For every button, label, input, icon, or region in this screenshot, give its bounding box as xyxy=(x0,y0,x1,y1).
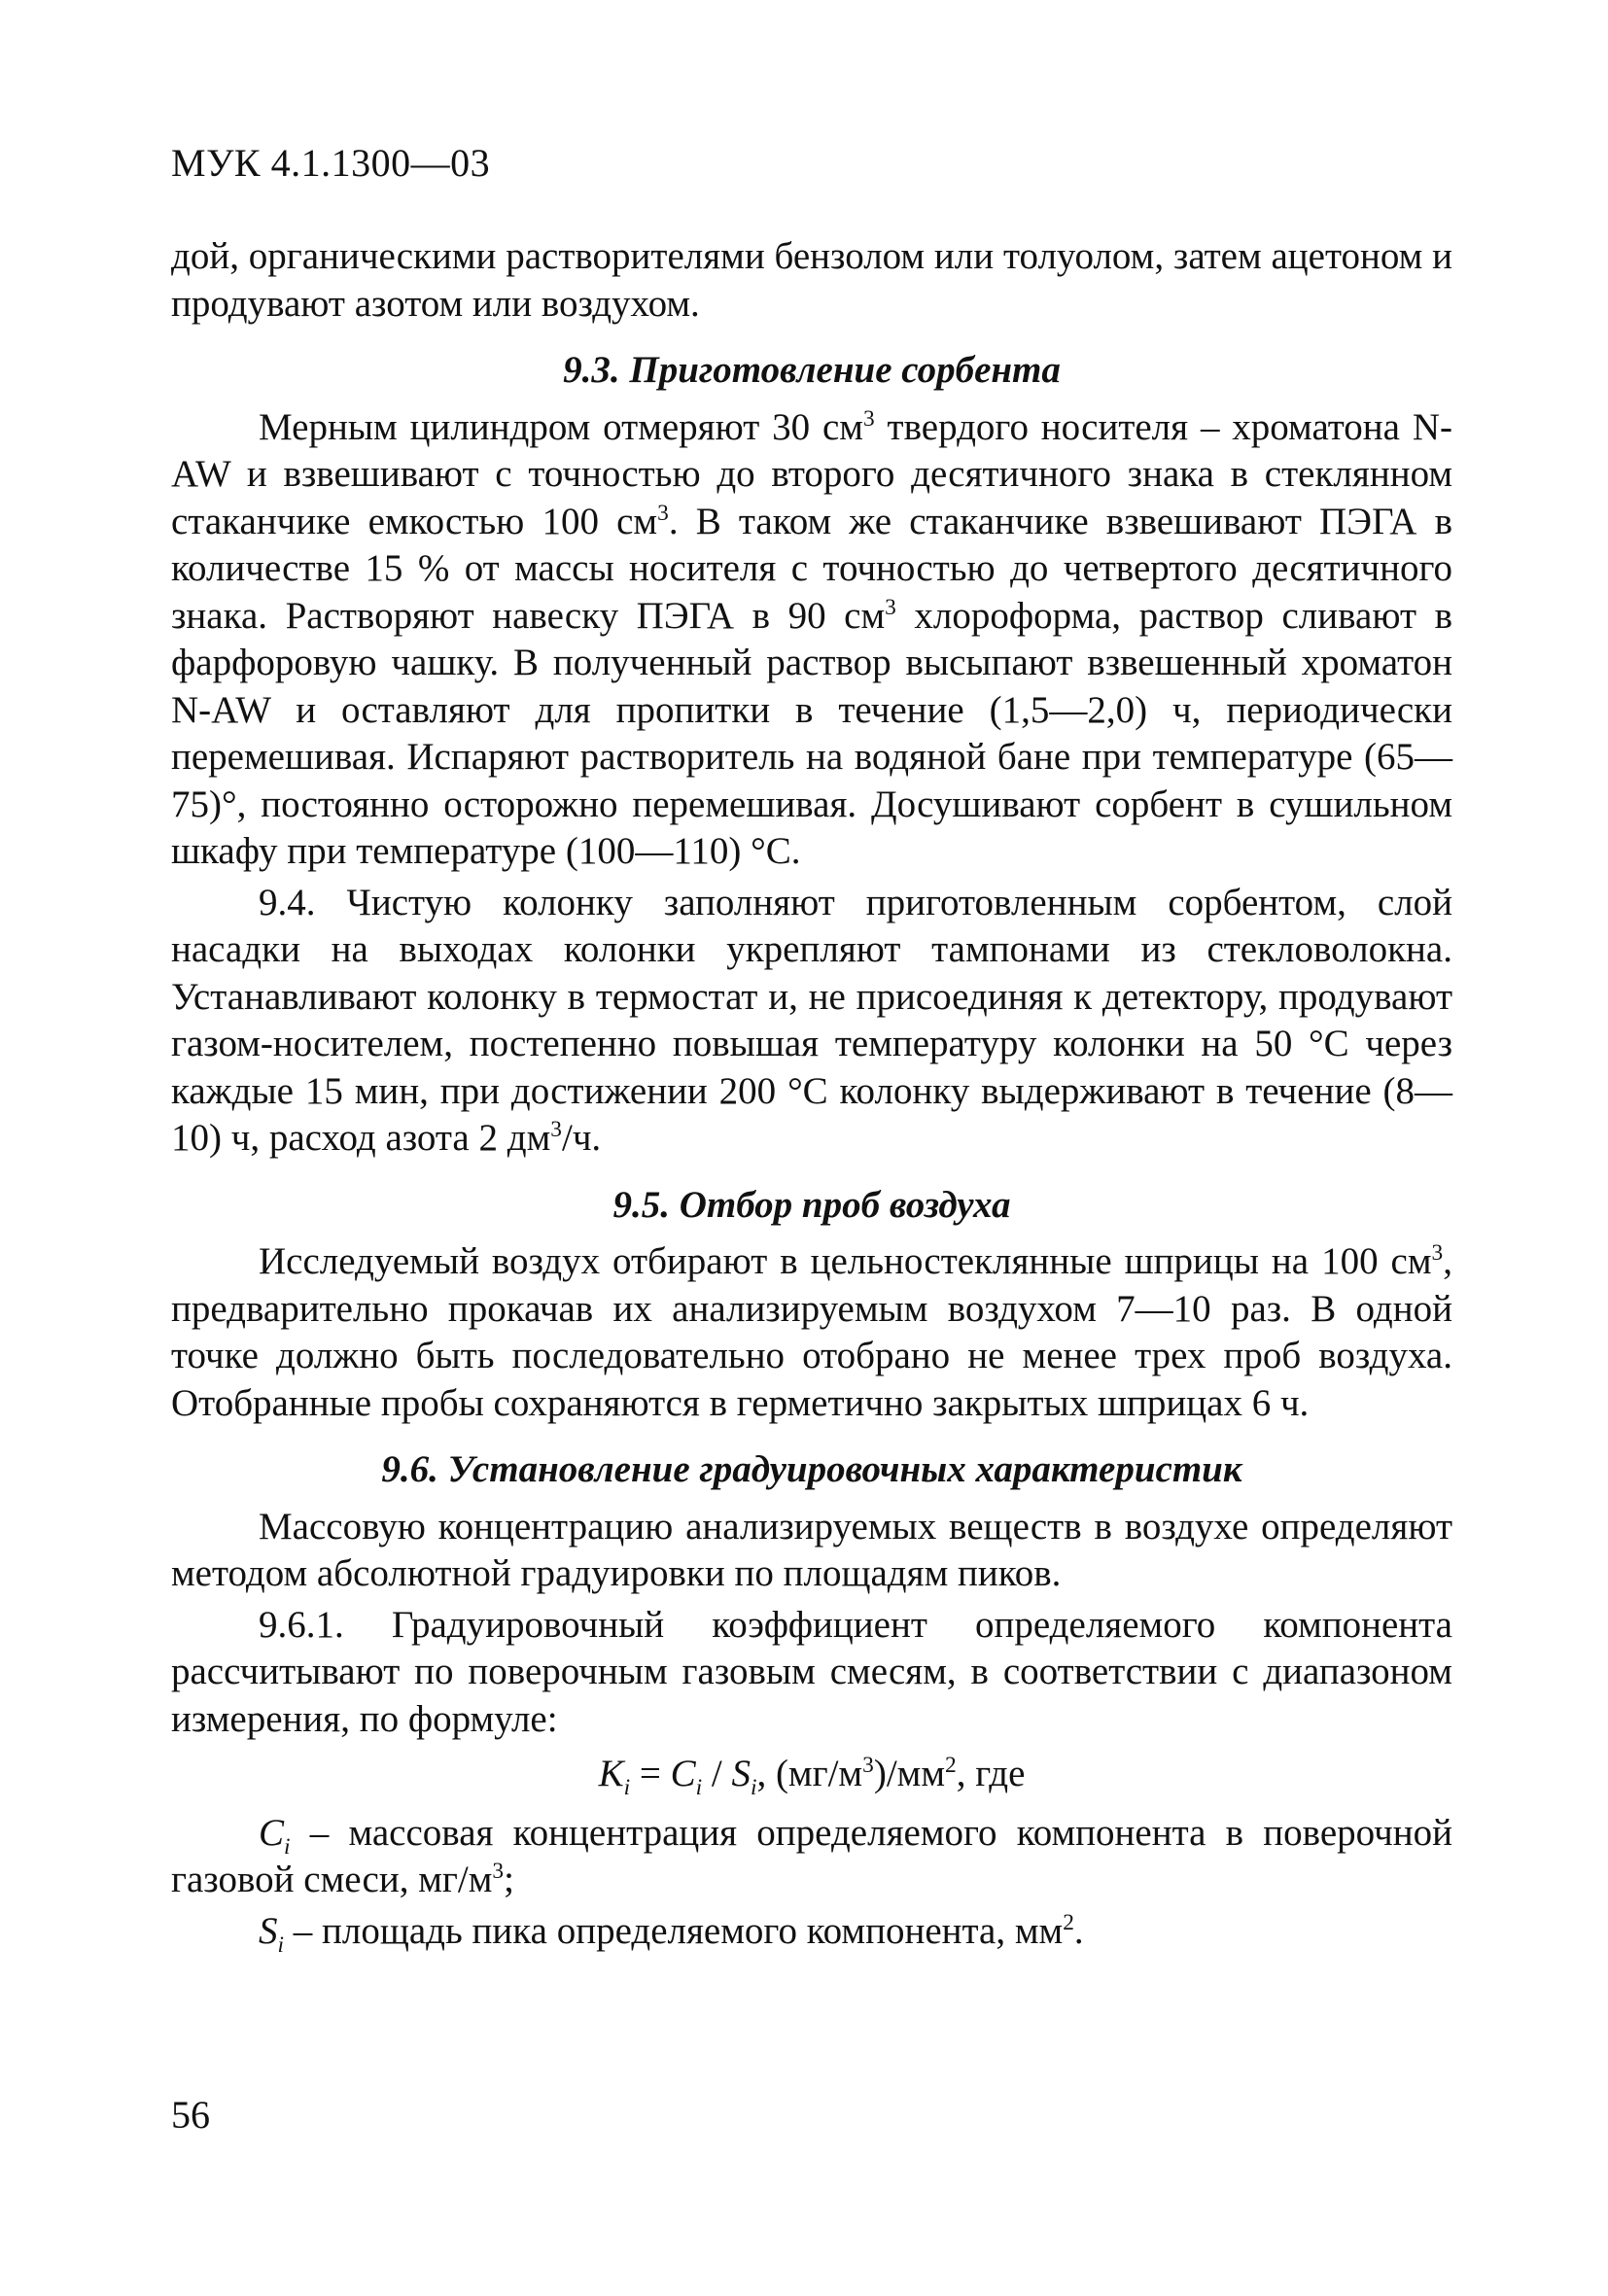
section-9-3-paragraph: Мерным цилиндром отмеряют 30 $см^3$ твердого носителя – хроматона N-AW и взвешивают с точностью до второго десятичного знака в стеклянном стаканчике емкостью 100 $см^3$. В таком же стаканчике взвешивают ПЭГА в количестве 15 % от массы носителя с точностью до четвертого десятичного знака. Растворяют навеску ПЭГА в 90 $см^3$ хлороформа, раствор сливают в фарфоровую чашку. В полученный раствор высыпают взвешенный хроматон N-AW и оставляют для пропитки в течение (1,5—2,0) ч, периодически перемешивая. Испаряют растворитель на водяной бане при температуре (65—75)°, постоянно осторожно перемешивая. Досушивают сорбент в сушильном шкафу при температуре (100—110) °С. xyxy=(171,405,1452,872)
section-9-5-paragraph: Исследуемый воздух отбирают в цельностеклянные шприцы на 100 $см^3$, предварительно прокачав их анализируемым воздухом 7—10 раз. В одной точке должно быть последовательно отобрано не менее трех проб воздуха. Отобранные пробы сохраняются в герметично закрытых шприцах 6 ч. xyxy=(171,1240,1452,1424)
continuation-paragraph: дой, органическими растворителями бензолом или толуолом, затем ацетоном и продувают азотом или воздухом. xyxy=(171,235,1452,325)
section-9-6-paragraph-1: Массовую концентрацию анализируемых веществ в воздухе определяют методом абсолютной градуировки по площадям пиков. xyxy=(171,1505,1452,1594)
section-9-6-title: 9.6. Установление градуировочных характеристик xyxy=(381,1448,1242,1490)
section-9-4-paragraph: 9.4. Чистую колонку заполняют приготовленным сорбентом, слой насадки на выходах колонки укрепляют тампонами из стекловолокна. Устанавливают колонку в термостат и, не присоединяя к детектору, продувают газом-носителем, постепенно повышая температуру колонки на 50 °С через каждые 15 мин, при достижении 200 °С колонку выдерживают в течение (8—10) ч, расход азота 2 $дм^3/ч$. xyxy=(171,881,1452,1159)
document-header: МУК 4.1.1300—03 xyxy=(171,141,491,185)
definition-concentration: $C_i$ – массовая концентрация определяемого компонента в поверочной газовой смеси, $мг/м^3$; xyxy=(171,1811,1452,1900)
section-9-5-title: 9.5. Отбор проб воздуха xyxy=(612,1183,1011,1226)
section-9-6-1-paragraph: 9.6.1. Градуировочный коэффициент определяемого компонента рассчитывают по поверочным газовым смесям, в соответствии с диапазоном измерения, по формуле: xyxy=(171,1603,1452,1740)
definition-peak-area: $S_i$ – площадь пика определяемого компонента, $мм^2$. xyxy=(259,1909,1084,1958)
page-number: 56 xyxy=(171,2093,210,2137)
calibration-formula: $K_i = C_i / S_i$, $(мг/м^3)/мм^2$, где xyxy=(598,1753,1026,1800)
document-body xyxy=(171,233,1452,1958)
section-9-3-title: 9.3. Приготовление сорбента xyxy=(563,349,1061,391)
